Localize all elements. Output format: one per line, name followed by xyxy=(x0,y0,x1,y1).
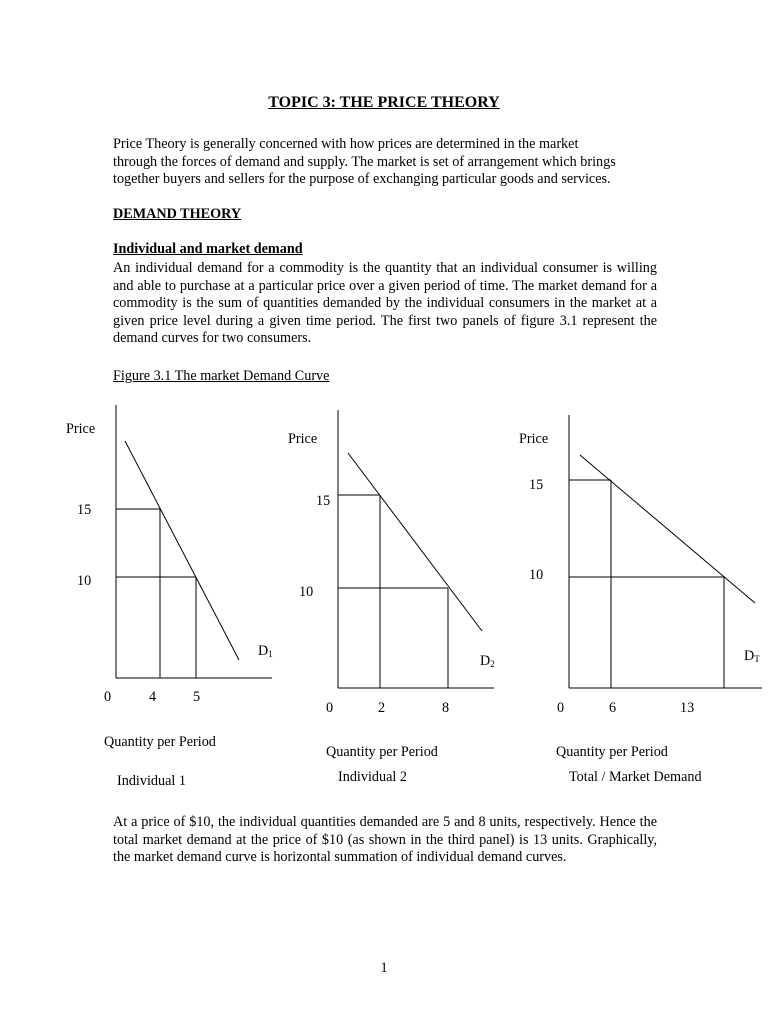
intro-line: Price Theory is generally concerned with how prices are determined in the market xyxy=(113,136,579,152)
panel1-title: Individual 1 xyxy=(117,773,186,789)
panel1-x-tick-5: 5 xyxy=(193,689,201,705)
panel1-x-axis-label: Quantity per Period xyxy=(104,734,216,750)
panel3-title: Total / Market Demand xyxy=(569,769,702,785)
intro-line: through the forces of demand and supply. The market is set of arrangement which brings xyxy=(113,153,616,170)
panel1-y-tick-15: 15 xyxy=(77,502,92,518)
figure-caption: Figure 3.1 The market Demand Curve xyxy=(113,368,330,384)
panel3-x-tick-6: 6 xyxy=(609,700,617,716)
panel3-x-axis-label: Quantity per Period xyxy=(556,744,668,760)
page-title: TOPIC 3: THE PRICE THEORY xyxy=(268,94,500,111)
panel2-chart xyxy=(338,410,494,688)
panel1-y-axis-label: Price xyxy=(66,421,96,437)
page-number: 1 xyxy=(380,960,388,976)
panel2-x-tick-8: 8 xyxy=(442,700,450,716)
panel1-x-tick-4: 4 xyxy=(149,689,157,705)
panel1-curve-subscript: 1 xyxy=(268,649,273,659)
panel3-y-tick-10: 10 xyxy=(529,567,544,583)
panel2-y-tick-15: 15 xyxy=(316,493,331,509)
panel3-y-axis-label: Price xyxy=(519,431,549,447)
panel3-chart xyxy=(569,415,762,688)
subsection-paragraph: An individual demand for a commodity is the quantity that an individual consumer is willing and able to purchase at a particular price over a given period of time. The market demand for a commodity is the sum of quantities demanded by the individual consumers in the market at a given price level during a given time period. The first two panels of figure 3.1 represent the demand curves for two consumers. xyxy=(113,260,657,346)
panel3-curve-subscript: T xyxy=(754,654,760,664)
panel2-y-tick-10: 10 xyxy=(299,584,314,600)
panel3-x-tick-0: 0 xyxy=(557,700,565,716)
panel3-demand-curve xyxy=(580,455,755,603)
panel1-y-tick-10: 10 xyxy=(77,573,92,589)
panel2-x-tick-0: 0 xyxy=(326,700,334,716)
panel2-demand-curve xyxy=(348,453,482,631)
panel2-x-tick-2: 2 xyxy=(378,700,386,716)
panel2-curve-letter: D xyxy=(480,653,491,669)
panel1-x-tick-0: 0 xyxy=(104,689,112,705)
panel2-y-axis-label: Price xyxy=(288,431,318,447)
panel1-curve-letter: D xyxy=(258,643,269,659)
panel3-curve-letter: D xyxy=(744,648,755,664)
section-heading: DEMAND THEORY xyxy=(113,206,242,222)
subsection-heading: Individual and market demand xyxy=(113,241,303,257)
panel1-demand-curve xyxy=(125,441,239,660)
panel2-x-axis-label: Quantity per Period xyxy=(326,744,438,760)
panel2-curve-subscript: 2 xyxy=(490,659,495,669)
conclusion-paragraph: At a price of $10, the individual quantities demanded are 5 and 8 units, respectively. Hence the total market demand at the price of $10 (as shown in the third panel) is 13 units. Graphically, the market demand curve is horizontal summation of individual demand curves. xyxy=(113,814,657,865)
panel1-chart xyxy=(116,405,272,678)
panel3-y-tick-15: 15 xyxy=(529,477,544,493)
panel2-title: Individual 2 xyxy=(338,769,407,785)
panel3-x-tick-13: 13 xyxy=(680,700,695,716)
intro-line: together buyers and sellers for the purpose of exchanging particular goods and services. xyxy=(113,171,611,187)
